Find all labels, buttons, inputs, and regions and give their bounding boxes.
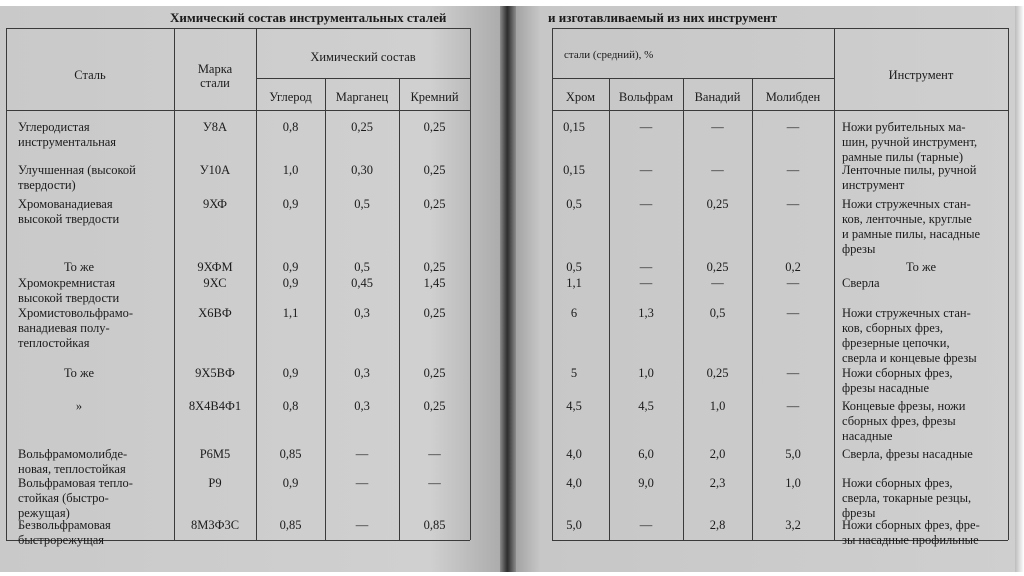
- row-silicon: 0,85: [423, 518, 446, 532]
- row-molybdenum: —: [786, 306, 800, 320]
- composition-subheader-line-left: [256, 78, 470, 79]
- row-steel-name: Безвольфрамовая: [18, 518, 111, 532]
- row-grade: Р9: [208, 476, 222, 490]
- book-spine-gutter: [500, 6, 516, 572]
- row-carbon: 0,85: [279, 447, 302, 461]
- row-steel-name: инструментальная: [18, 135, 117, 149]
- row-grade: 9ХФ: [202, 197, 228, 211]
- row-tungsten: 1,0: [638, 366, 654, 380]
- row-molybdenum: —: [786, 366, 800, 380]
- row-manganese: 0,3: [354, 366, 370, 380]
- row-molybdenum: —: [786, 163, 800, 177]
- row-carbon: 0,9: [282, 476, 299, 490]
- row-tool: Ножи стружечных стан-: [842, 197, 971, 211]
- row-silicon: 0,25: [423, 366, 446, 380]
- header-tool: Инструмент: [888, 68, 954, 82]
- row-tool: фрезы: [842, 506, 876, 520]
- row-steel-name: стойкая (быстро-: [18, 491, 109, 505]
- left-page-title: Химический состав инструментальных сталей: [170, 10, 447, 25]
- row-silicon: 0,25: [423, 197, 446, 211]
- column-divider-left: [6, 28, 7, 540]
- row-manganese: 0,5: [354, 260, 370, 274]
- row-molybdenum: 0,2: [785, 260, 801, 274]
- row-molybdenum: —: [786, 197, 800, 211]
- row-carbon: 0,8: [282, 120, 299, 134]
- row-tool: и рамные пилы, насадные: [842, 227, 981, 241]
- row-vanadium: —: [711, 163, 724, 177]
- row-tool: Ножи сборных фрез,: [842, 366, 953, 380]
- row-grade: 9ХС: [203, 276, 227, 290]
- row-chromium: 0,15: [563, 120, 585, 134]
- row-tool: инструмент: [842, 178, 905, 192]
- row-tool: фрезерные цепочки,: [842, 336, 950, 350]
- row-molybdenum: 5,0: [785, 447, 801, 461]
- row-tool: фрезы насадные: [842, 381, 929, 395]
- row-carbon: 0,8: [282, 399, 299, 413]
- row-tungsten: 9,0: [638, 476, 654, 490]
- header-bottom-border-right: [552, 110, 1008, 111]
- row-tool: сверла и концевые фрезы: [842, 351, 977, 365]
- header-grade: Марка: [197, 62, 233, 76]
- row-steel-name: новая, теплостойкая: [18, 462, 126, 476]
- row-tool: ков, ленточные, круглые: [842, 212, 972, 226]
- row-chromium: 0,15: [563, 163, 585, 177]
- row-tool: Сверла: [842, 276, 880, 290]
- row-carbon: 0,9: [282, 276, 299, 290]
- row-carbon: 0,9: [282, 260, 299, 274]
- header-silicon: Кремний: [410, 90, 459, 104]
- row-carbon: 0,85: [279, 518, 302, 532]
- row-molybdenum: 1,0: [785, 476, 801, 490]
- header-composition-continued: стали (средний), %: [564, 49, 654, 61]
- row-manganese: —: [355, 447, 369, 461]
- row-manganese: 0,5: [354, 197, 370, 211]
- row-manganese: 0,3: [354, 399, 370, 413]
- row-vanadium: 1,0: [709, 399, 726, 413]
- row-steel-name: »: [75, 399, 83, 413]
- row-tool: Ножи сборных фрез,: [842, 476, 953, 490]
- row-steel-name: теплостойкая: [18, 336, 90, 350]
- row-silicon: 1,45: [423, 276, 446, 290]
- row-steel-name: Хромованадиевая: [18, 197, 113, 211]
- row-grade: 8Х4В4Ф1: [188, 399, 242, 413]
- composition-subheader-line-right: [552, 78, 834, 79]
- row-tungsten: —: [639, 163, 653, 177]
- row-tungsten: —: [639, 260, 653, 274]
- row-tool: Ножи рубительных ма-: [842, 120, 966, 134]
- row-vanadium: —: [711, 276, 724, 290]
- row-manganese: —: [355, 476, 369, 490]
- header-vanadium: Ванадий: [694, 90, 741, 104]
- table-top-border-left: [6, 28, 470, 29]
- row-carbon: 1,0: [282, 163, 299, 177]
- row-manganese: —: [355, 518, 369, 532]
- row-tool: шин, ручной инструмент,: [842, 135, 978, 149]
- row-chromium: 0,5: [566, 197, 582, 211]
- row-chromium: 1,1: [566, 276, 582, 290]
- header-grade: стали: [200, 76, 230, 90]
- row-vanadium: 0,25: [706, 260, 729, 274]
- row-tool: Концевые фрезы, ножи: [842, 399, 966, 413]
- row-steel-name: высокой твердости: [18, 291, 120, 305]
- row-steel-name: быстрорежущая: [18, 533, 105, 547]
- row-steel-name: Хромистовольфрамо-: [18, 306, 134, 320]
- row-steel-name: твердости): [18, 178, 76, 192]
- table-top-border-right: [552, 28, 1008, 29]
- row-vanadium: 2,8: [709, 518, 726, 532]
- row-carbon: 0,9: [282, 197, 299, 211]
- row-grade: 9ХФМ: [197, 260, 233, 274]
- row-chromium: 5: [570, 366, 578, 380]
- row-grade: Х6ВФ: [198, 306, 232, 320]
- row-tool: Ножи сборных фрез, фре-: [842, 518, 980, 532]
- row-silicon: 0,25: [423, 306, 446, 320]
- row-tool: Сверла, фрезы насадные: [842, 447, 973, 461]
- row-steel-name: То же: [63, 366, 95, 380]
- column-divider-right: [834, 28, 835, 540]
- row-carbon: 1,1: [282, 306, 299, 320]
- row-steel-name: высокой твердости: [18, 212, 120, 226]
- row-steel-name: Улучшенная (высокой: [18, 163, 136, 177]
- row-steel-name: Хромокремнистая: [18, 276, 116, 290]
- header-tungsten: Вольфрам: [618, 90, 674, 104]
- row-steel-name: Вольфрамомолибде-: [18, 447, 128, 461]
- header-chromium: Хром: [565, 90, 596, 104]
- row-chromium: 4,0: [566, 476, 582, 490]
- row-steel-name: То же: [63, 260, 95, 274]
- row-grade: У10А: [199, 163, 231, 177]
- row-tool: ков, сборных фрез,: [842, 321, 943, 335]
- page-edge: [1015, 6, 1024, 572]
- row-tool: рамные пилы (тарные): [842, 150, 963, 164]
- row-vanadium: 0,25: [706, 197, 729, 211]
- row-chromium: 5,0: [566, 518, 582, 532]
- row-tungsten: —: [639, 197, 653, 211]
- row-vanadium: 2,3: [709, 476, 726, 490]
- row-vanadium: 0,25: [706, 366, 729, 380]
- row-tool: Ножи стружечных стан-: [842, 306, 971, 320]
- right-page-title: и изготавливаемый из них инструмент: [548, 10, 777, 25]
- row-molybdenum: 3,2: [785, 518, 801, 532]
- row-manganese: 0,30: [351, 163, 373, 177]
- row-chromium: 4,5: [566, 399, 582, 413]
- header-steel: Сталь: [74, 68, 106, 82]
- column-divider-right: [1008, 28, 1009, 540]
- row-molybdenum: —: [786, 120, 800, 134]
- row-silicon: 0,25: [423, 260, 446, 274]
- row-chromium: 0,5: [566, 260, 582, 274]
- row-molybdenum: —: [786, 276, 800, 290]
- column-divider-left: [470, 28, 471, 540]
- row-silicon: 0,25: [423, 163, 446, 177]
- row-tool: То же: [905, 260, 937, 274]
- row-steel-name: Вольфрамовая тепло-: [18, 476, 133, 490]
- row-vanadium: 0,5: [709, 306, 726, 320]
- header-bottom-border-left: [6, 110, 470, 111]
- row-steel-name: Углеродистая: [18, 120, 90, 134]
- row-manganese: 0,3: [354, 306, 370, 320]
- header-molybdenum: Молибден: [765, 90, 821, 104]
- row-carbon: 0,9: [282, 366, 299, 380]
- header-carbon: Углерод: [269, 90, 312, 104]
- row-tungsten: —: [639, 276, 653, 290]
- row-vanadium: —: [711, 120, 724, 134]
- row-manganese: 0,25: [351, 120, 373, 134]
- row-tungsten: —: [639, 518, 653, 532]
- row-tool: фрезы: [842, 242, 876, 256]
- header-manganese: Марганец: [335, 90, 389, 104]
- row-vanadium: 2,0: [709, 447, 726, 461]
- row-silicon: 0,25: [423, 120, 446, 134]
- row-grade: 8М3Ф3С: [190, 518, 240, 532]
- row-molybdenum: —: [786, 399, 800, 413]
- row-tungsten: 4,5: [638, 399, 654, 413]
- row-steel-name: режущая): [18, 506, 70, 520]
- row-silicon: —: [428, 447, 441, 461]
- row-chromium: 4,0: [566, 447, 582, 461]
- row-tool: сверла, токарные резцы,: [842, 491, 972, 505]
- row-manganese: 0,45: [351, 276, 373, 290]
- row-chromium: 6: [570, 306, 578, 320]
- row-silicon: —: [428, 476, 441, 490]
- row-silicon: 0,25: [423, 399, 446, 413]
- row-grade: 9Х5ВФ: [195, 366, 235, 380]
- header-composition: Химический состав: [310, 50, 416, 64]
- row-tungsten: 1,3: [638, 306, 654, 320]
- row-tungsten: —: [639, 120, 653, 134]
- row-grade: У8А: [202, 120, 228, 134]
- row-tungsten: 6,0: [638, 447, 654, 461]
- row-steel-name: ванадиевая полу-: [18, 321, 110, 335]
- row-tool: насадные: [842, 429, 893, 443]
- row-tool: зы насадные профильные: [842, 533, 979, 547]
- row-tool: Ленточные пилы, ручной: [842, 163, 977, 177]
- row-grade: Р6М5: [199, 447, 231, 461]
- row-tool: сборных фрез, фрезы: [842, 414, 956, 428]
